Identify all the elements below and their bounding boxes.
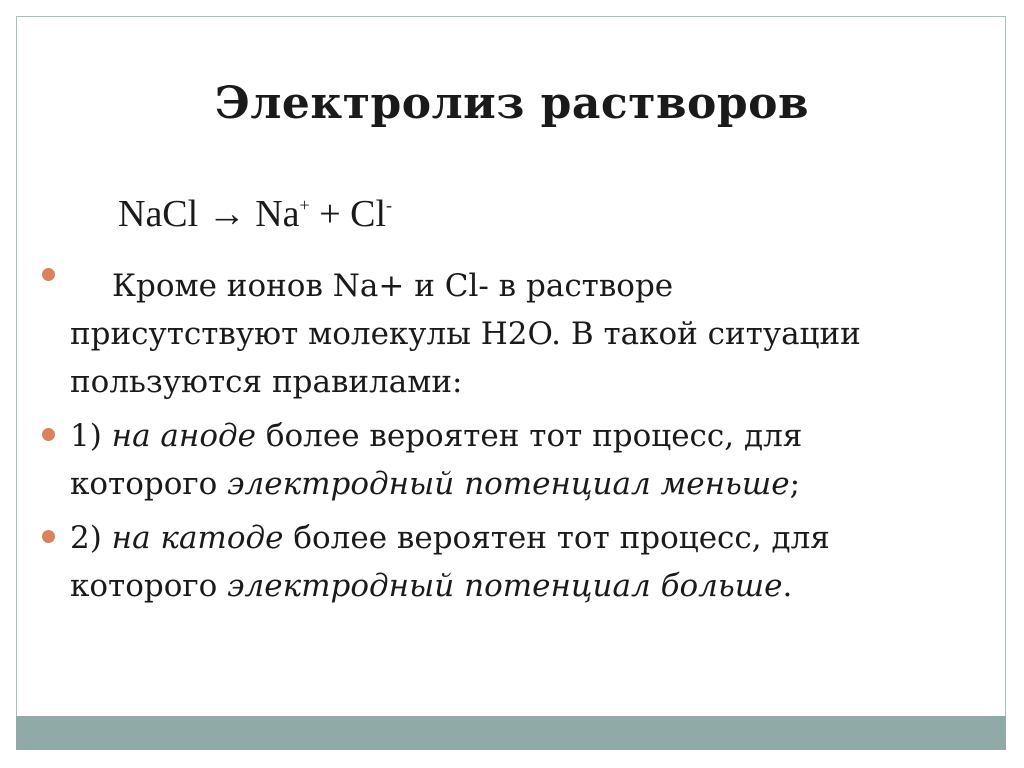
- bullet-icon: [42, 428, 55, 441]
- rule-text: которого: [70, 466, 228, 502]
- paragraph-2-line-1: [70, 412, 970, 460]
- potential-term: электродный потенциал больше: [227, 568, 783, 604]
- rule-text: более вероятен тот процесс, для: [256, 418, 803, 454]
- bullet-icon: [42, 268, 55, 281]
- rule-text: которого: [70, 568, 228, 604]
- paragraph-1-line-2: присутствуют молекулы H2O. В такой ситуации: [70, 316, 861, 352]
- dissociation-equation: [118, 192, 392, 236]
- paragraph-3-line-1: [70, 514, 970, 562]
- cathode-term: на катоде: [111, 520, 284, 556]
- bullet-paragraph-2: [70, 412, 970, 508]
- rule-punct: .: [782, 568, 793, 604]
- equation-left: NaCl → Na: [118, 193, 300, 235]
- plus-superscript: +: [299, 195, 310, 215]
- slide-title: Электролиз растворов: [214, 78, 810, 129]
- equation-middle: + Cl: [309, 193, 387, 235]
- anode-term: на аноде: [111, 418, 256, 454]
- bullet-icon: [42, 530, 55, 543]
- rule-text: более вероятен тот процесс, для: [283, 520, 830, 556]
- bullet-paragraph-3: [70, 514, 970, 610]
- paragraph-3-line-2: [70, 562, 970, 610]
- paragraph-2-line-2: [70, 460, 970, 508]
- bullet-paragraph-1: [70, 262, 970, 406]
- rule-punct: ;: [789, 466, 801, 502]
- paragraph-1-line-1: Кроме ионов Na+ и Cl- в растворе: [112, 268, 674, 304]
- minus-superscript: -: [386, 195, 393, 215]
- rule-number: 1): [70, 418, 112, 454]
- paragraph-1-line-3: пользуются правилами:: [70, 364, 463, 400]
- footer-bar: [16, 716, 1006, 750]
- rule-number: 2): [70, 520, 112, 556]
- potential-term: электродный потенциал меньше: [227, 466, 790, 502]
